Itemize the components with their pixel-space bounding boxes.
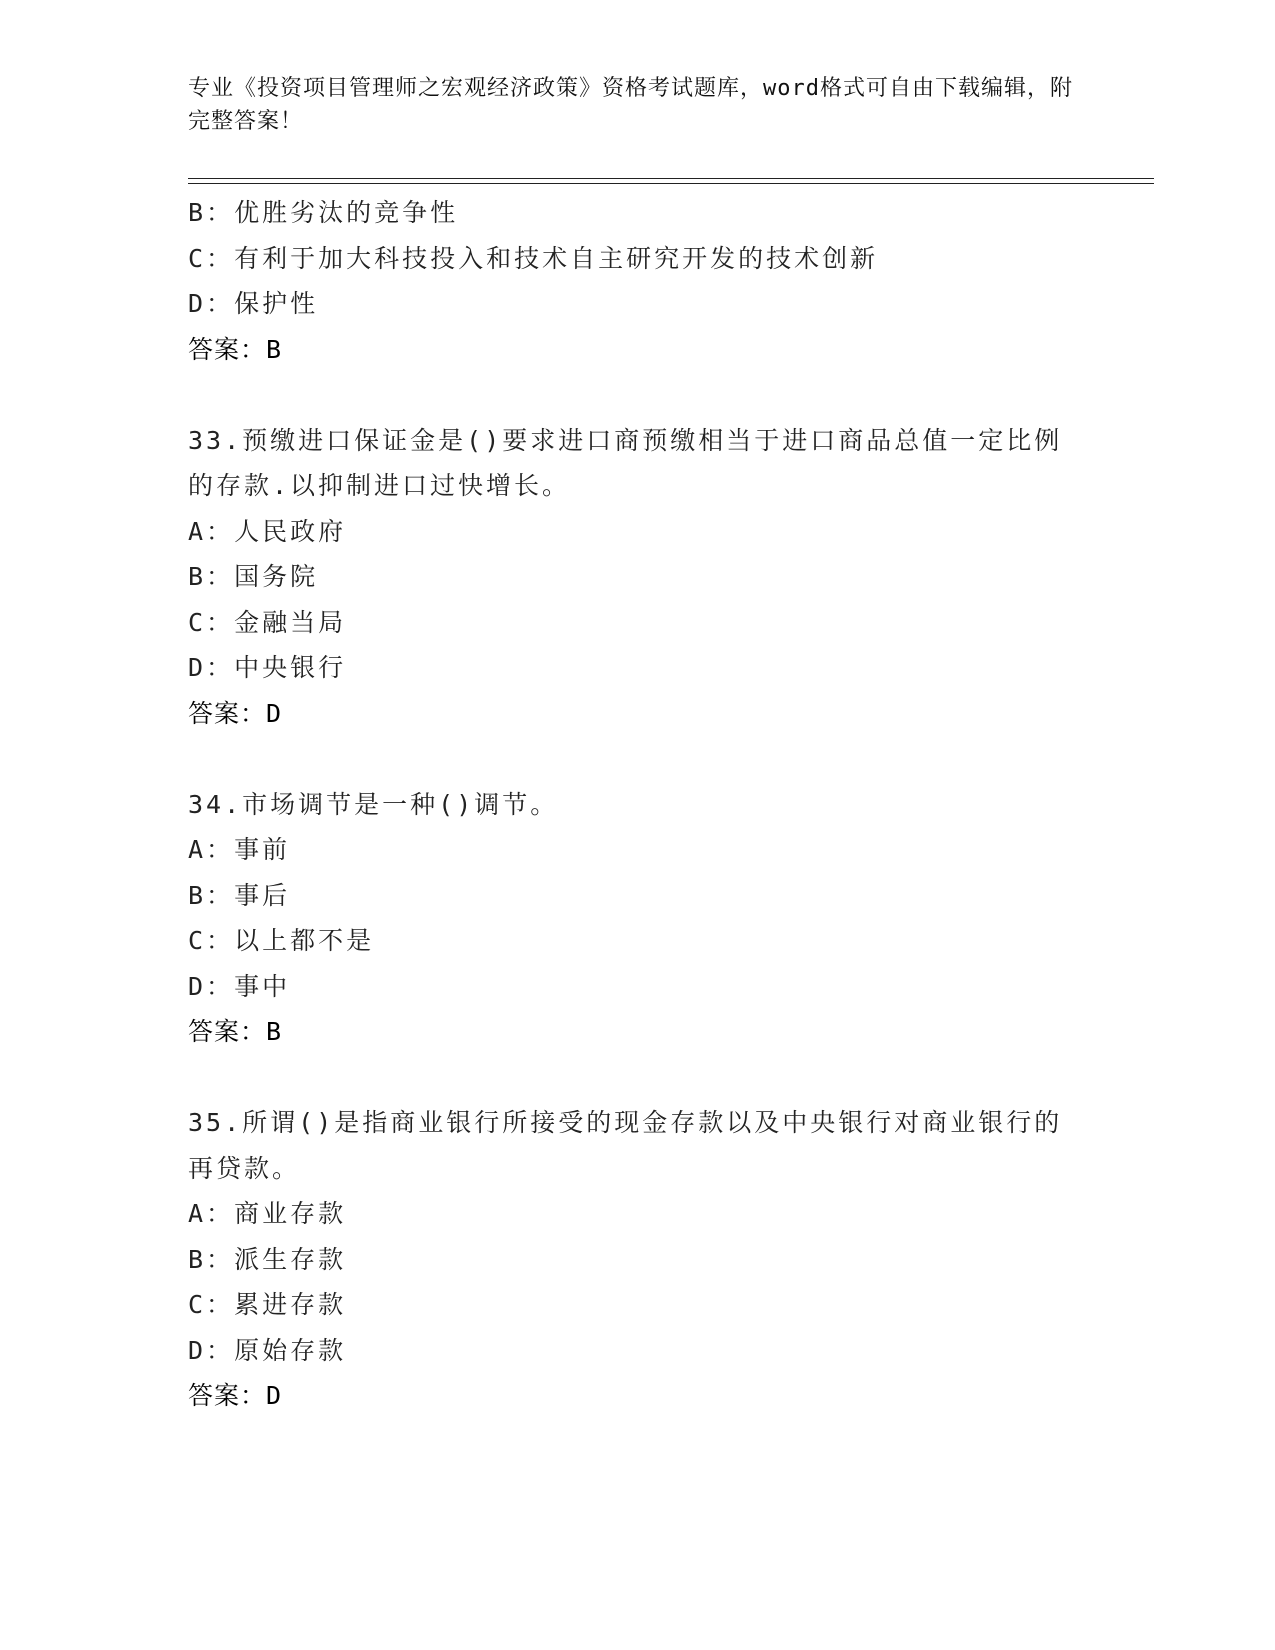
option-c: C：有利于加大科技投入和技术自主研究开发的技术创新 xyxy=(188,243,879,273)
option-c: C：以上都不是 xyxy=(188,926,375,955)
option-b: B：优胜劣汰的竞争性 xyxy=(188,198,459,227)
option-a: A：人民政府 xyxy=(188,516,347,546)
option-a: A：事前 xyxy=(188,835,291,864)
option-a: A：商业存款 xyxy=(188,1199,347,1228)
header-divider xyxy=(188,178,1154,179)
spacer xyxy=(188,736,1088,782)
answer-line: 答案：D xyxy=(188,1381,283,1410)
question-33: 33.预缴进口保证金是()要求进口商预缴相当于进口商品总值一定比例的存款.以抑制进口过快增长。 xyxy=(188,425,1063,500)
option-b: B：派生存款 xyxy=(188,1244,347,1274)
answer-line: 答案：D xyxy=(188,698,283,728)
option-d: D：中央银行 xyxy=(188,653,347,682)
option-b: B：国务院 xyxy=(188,562,319,591)
spacer xyxy=(188,372,1088,418)
option-d: D：原始存款 xyxy=(188,1335,347,1365)
option-c: C：金融当局 xyxy=(188,607,347,637)
question-content xyxy=(188,190,1088,1419)
header-divider-secondary xyxy=(188,183,1154,184)
document-header: 专业《投资项目管理师之宏观经济政策》资格考试题库，word格式可自由下载编辑，附完整答案！ xyxy=(188,76,1073,134)
option-b: B：事后 xyxy=(188,880,291,910)
spacer xyxy=(188,1055,1088,1101)
option-c: C：累进存款 xyxy=(188,1290,347,1319)
option-d: D：事中 xyxy=(188,971,291,1001)
question-34: 34.市场调节是一种()调节。 xyxy=(188,789,559,819)
question-35: 35.所谓()是指商业银行所接受的现金存款以及中央银行对商业银行的再贷款。 xyxy=(188,1108,1063,1183)
option-d: D：保护性 xyxy=(188,289,319,318)
answer-line: 答案：B xyxy=(188,334,283,364)
answer-line: 答案：B xyxy=(188,1017,283,1046)
